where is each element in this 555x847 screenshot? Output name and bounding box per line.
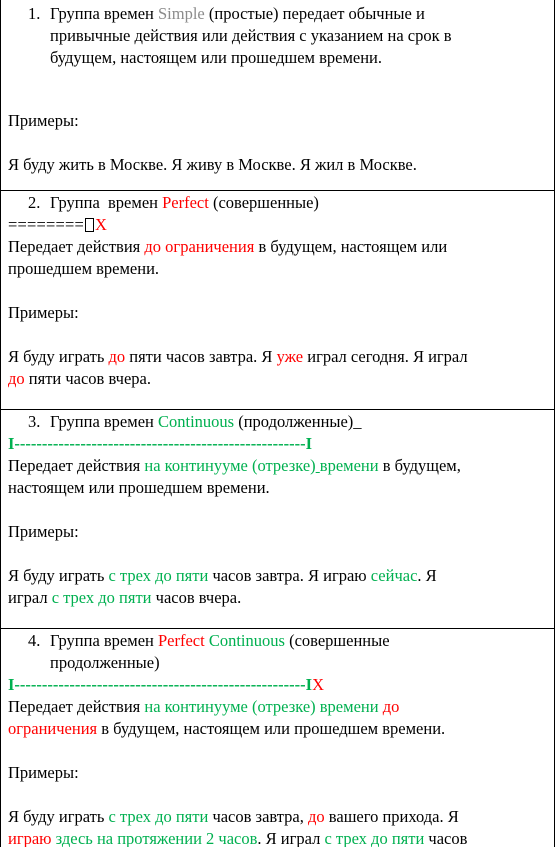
- description-text: Передает действия: [8, 456, 145, 475]
- example-text: Я буду играть: [8, 807, 109, 826]
- description-highlight: до: [378, 697, 400, 716]
- example-text: играл: [8, 588, 52, 607]
- section-heading: [8, 630, 548, 674]
- example-text: . Я играл: [257, 829, 325, 847]
- heading-text: (простые) передает обычные и: [204, 4, 425, 23]
- timeline-marker: ========: [8, 215, 85, 234]
- heading-text: будущем, настоящем или прошедшем времени.: [50, 48, 382, 67]
- description-text: в будущем, настоящем или прошедшем времени.: [97, 719, 446, 738]
- description-highlight: до ограничения: [144, 237, 255, 256]
- example-text: часов завтра. Я играю: [208, 566, 371, 585]
- heading-text: Группа времен: [50, 412, 158, 431]
- tense-term: Simple: [157, 4, 205, 23]
- example-text: Я буду жить в Москве. Я живу в Москве. Я жил в Москве.: [8, 155, 417, 174]
- example-highlight: с трех до пяти: [108, 566, 209, 585]
- example-text: пяти часов завтра. Я: [125, 347, 277, 366]
- example-highlight: с трех до пяти: [108, 807, 209, 826]
- list-number: 1.: [28, 4, 41, 23]
- box-glyph: [85, 218, 94, 232]
- description-text: прошедшем времени.: [8, 259, 160, 278]
- timeline-end-marker: X: [95, 215, 108, 234]
- list-number: 2.: [28, 193, 41, 212]
- example-highlight: с трех до пяти: [324, 829, 425, 847]
- section-simple: [1, 0, 554, 191]
- description-text: Передает действия: [8, 697, 145, 716]
- example-text: часов: [424, 829, 468, 847]
- heading-text: привычные действия или действия с указанием на срок в: [50, 26, 452, 45]
- timeline-marker: I-----------------------------------------------------I: [8, 675, 313, 694]
- heading-text: продолженные): [50, 653, 160, 672]
- example-text: Я буду играть: [8, 566, 109, 585]
- heading-text: Группа времен: [50, 193, 163, 212]
- tense-term: Continuous: [157, 412, 235, 431]
- example-highlight: с трех до пяти: [51, 588, 152, 607]
- description-text: настоящем или прошедшем времени.: [8, 478, 270, 497]
- description-highlight: на континууме (отрезке) времени: [144, 697, 379, 716]
- list-number: 3.: [28, 412, 41, 431]
- heading-text: (продолженные)_: [234, 412, 362, 431]
- tense-term: Perfect: [162, 193, 209, 212]
- example-highlight: играю: [8, 829, 52, 847]
- section-perfect: [1, 191, 554, 410]
- description-highlight: на континууме (отрезке): [144, 456, 316, 475]
- description-text: Передает действия: [8, 237, 145, 256]
- section-perfect-continuous: [1, 629, 554, 847]
- example-highlight: сейчас: [370, 566, 418, 585]
- example-highlight: до: [8, 369, 25, 388]
- example-text: часов завтра,: [208, 807, 309, 826]
- heading-text: Группа времен: [50, 631, 158, 650]
- description-highlight: ограничения: [8, 719, 98, 738]
- description-highlight: времени: [319, 456, 379, 475]
- section-continuous: [1, 410, 554, 629]
- timeline-end-marker: X: [312, 675, 324, 694]
- example-text: играл сегодня. Я играл: [303, 347, 468, 366]
- timeline-marker: I-----------------------------------------------------I: [8, 434, 313, 453]
- example-highlight: до: [308, 807, 325, 826]
- section-heading: [8, 192, 548, 214]
- example-highlight: здесь на протяжении 2 часов: [51, 829, 258, 847]
- examples-label: Примеры:: [8, 763, 79, 782]
- example-text: Я буду играть: [8, 347, 109, 366]
- example-text: вашего прихода. Я: [324, 807, 459, 826]
- examples-label: Примеры:: [8, 303, 79, 322]
- examples-label: Примеры:: [8, 111, 79, 130]
- example-text: . Я: [417, 566, 437, 585]
- tense-term: Continuous: [208, 631, 285, 650]
- section-heading: [8, 411, 548, 433]
- description-text: в будущем,: [378, 456, 461, 475]
- section-heading: [8, 3, 548, 69]
- list-number: 4.: [28, 631, 41, 650]
- example-text: пяти часов вчера.: [24, 369, 151, 388]
- example-text: часов вчера.: [151, 588, 242, 607]
- heading-text: (совершенные: [284, 631, 390, 650]
- examples-label: Примеры:: [8, 522, 79, 541]
- heading-text: Группа времен: [50, 4, 158, 23]
- example-highlight: уже: [276, 347, 304, 366]
- tense-term: Perfect: [157, 631, 205, 650]
- example-highlight: до: [108, 347, 126, 366]
- heading-text: (совершенные): [208, 193, 319, 212]
- description-text: в будущем, настоящем или: [254, 237, 448, 256]
